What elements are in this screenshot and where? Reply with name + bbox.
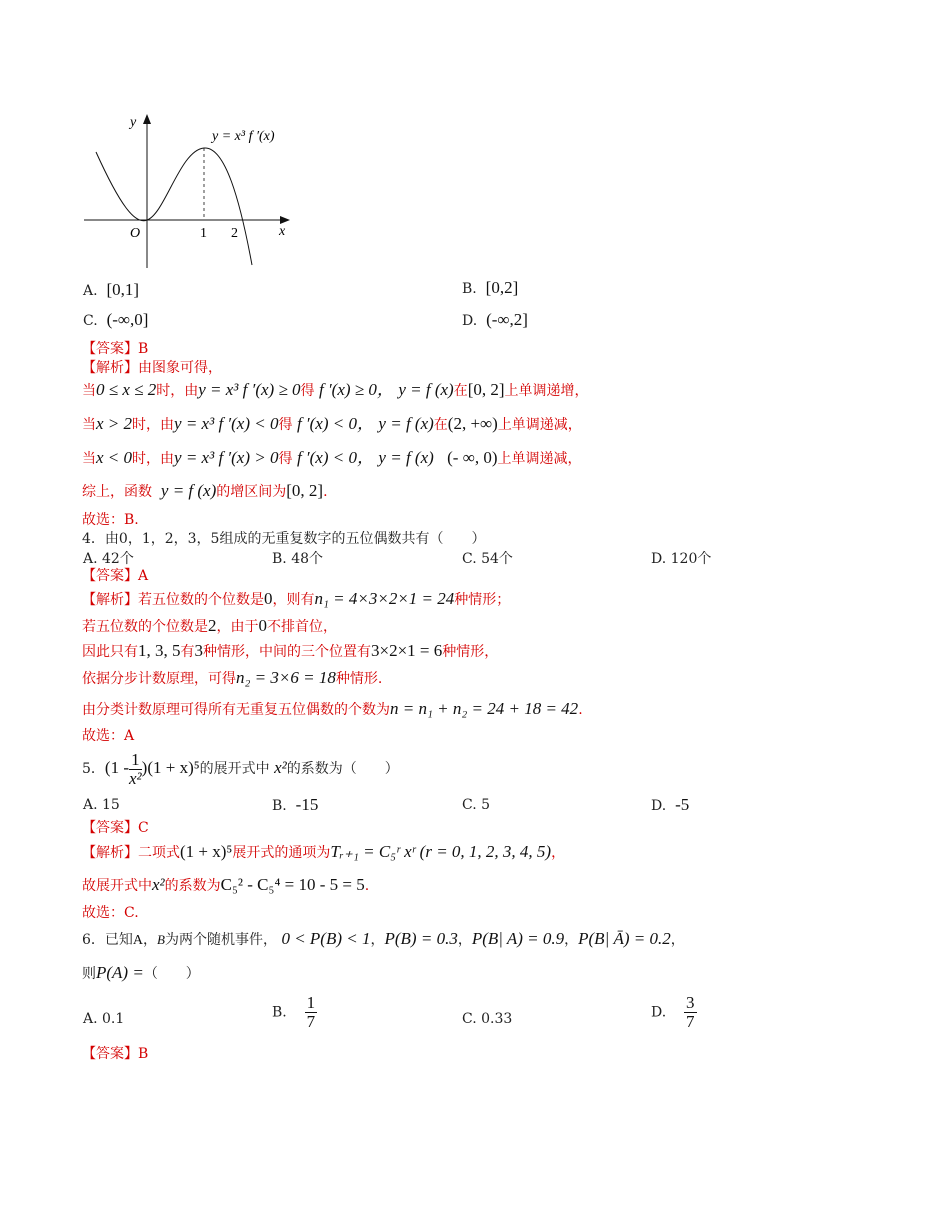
- denominator: x²: [129, 768, 142, 788]
- text: .: [364, 878, 370, 894]
- math: n₁ = 4×3×2×1 = 24: [314, 589, 455, 608]
- math: [0, 2]: [467, 380, 505, 399]
- text: 得: [278, 417, 293, 433]
- option-value: -5: [675, 795, 690, 814]
- q5-stem: [82, 748, 399, 788]
- option-value: (-∞,2]: [486, 310, 528, 329]
- math: f ′(x) < 0，: [296, 414, 374, 433]
- option-label: B.: [272, 798, 287, 814]
- curve-label: y = x³ f ′(x): [212, 129, 275, 144]
- text: 有: [180, 644, 195, 660]
- text: 上单调递增，: [504, 383, 589, 399]
- q6-stem-line-2: [82, 964, 200, 983]
- text: 若五位数的个位数是: [82, 619, 208, 635]
- q4-solution-line-1: [82, 590, 510, 609]
- q4-solution-line-5: [82, 700, 583, 719]
- q6-option-d: [651, 994, 697, 1031]
- text: 时，由: [132, 451, 175, 467]
- q3-solution-start: [82, 359, 222, 377]
- solution-text: 由图象可得，: [138, 360, 222, 376]
- q3-solution-line-2: [82, 415, 582, 434]
- origin-label: O: [130, 226, 141, 241]
- function-graph: [80, 110, 310, 275]
- option-label: D.: [462, 313, 478, 329]
- solution-tag: 【解析】: [82, 845, 138, 861]
- text: 6．已知: [82, 932, 133, 948]
- option-label: B.: [272, 1004, 287, 1021]
- q5-option-d: [651, 795, 689, 815]
- text: ，: [670, 932, 685, 948]
- option-value: [0,2]: [485, 278, 519, 297]
- q6-stem-line-1: [82, 930, 685, 950]
- text: .: [578, 702, 583, 718]
- text: 的系数为（ ）: [286, 761, 399, 777]
- math: x < 0: [96, 448, 133, 467]
- option-label: C.: [83, 313, 98, 329]
- q3-option-a: [83, 280, 139, 300]
- math: (1 + x)⁵: [180, 842, 233, 861]
- math: (1 -: [104, 758, 129, 777]
- math: P(A) =: [96, 963, 144, 982]
- text: 种情形；: [454, 592, 511, 608]
- text: 种情形，中间的三个位置有: [203, 644, 371, 660]
- math: n = n₁ + n₂ = 24 + 18 = 42: [390, 699, 579, 718]
- text: ，则有: [272, 592, 315, 608]
- q4-option-c: C. 54个: [462, 551, 513, 567]
- text: ，: [370, 932, 385, 948]
- q6-option-b: [272, 994, 317, 1031]
- math: y = x³ f ′(x) > 0: [174, 448, 279, 467]
- q5-solution-line-2: [82, 876, 369, 895]
- fraction: [305, 994, 318, 1031]
- q4-solution-line-3: [82, 642, 498, 661]
- q4-solution-line-2: [82, 617, 337, 636]
- denominator: 7: [306, 1012, 316, 1031]
- y-axis-arrow: [143, 114, 151, 124]
- math: P(B| A) = 0.9: [471, 929, 565, 948]
- math: y = f (x): [398, 380, 454, 399]
- math: (2, +∞): [447, 414, 498, 433]
- q5-option-b: [272, 795, 318, 815]
- math: y = x³ f ′(x) < 0: [174, 414, 279, 433]
- text: 在: [453, 383, 468, 399]
- math: 0 < P(B) < 1: [281, 929, 371, 948]
- solution-tag: 【解析】: [82, 360, 138, 376]
- text: 当: [82, 383, 96, 399]
- q5-choose: 故选：C.: [82, 905, 139, 921]
- math: y = f (x): [378, 448, 434, 467]
- q3-solution-line-1: [82, 381, 589, 400]
- text: 得: [278, 451, 293, 467]
- q5-solution-line-1: [82, 843, 565, 862]
- fraction: [684, 994, 697, 1031]
- math: (- ∞, 0): [447, 448, 498, 467]
- option-label: A.: [83, 283, 98, 299]
- text: ，: [551, 845, 566, 861]
- q4-option-a: A. 42个: [83, 551, 134, 567]
- math: 0: [264, 589, 273, 608]
- text: 的增区间为: [216, 484, 287, 500]
- math: x²: [274, 758, 287, 777]
- math: P(B) = 0.3: [384, 929, 458, 948]
- text: 依据分步计数原理，可得: [82, 671, 236, 687]
- tick-2-label: 2: [231, 226, 238, 241]
- curve: [96, 148, 252, 265]
- text: 为两个随机事件，: [165, 932, 277, 948]
- text: 上单调递减，: [497, 451, 582, 467]
- fraction: [129, 751, 142, 788]
- q3-option-d: [462, 310, 528, 330]
- q3-option-c: [83, 310, 148, 330]
- math: y = x³ f ′(x) ≥ 0: [198, 380, 301, 399]
- q4-solution-line-4: [82, 669, 382, 688]
- q4-option-b: B. 48个: [272, 551, 324, 567]
- text: 上单调递减，: [497, 417, 582, 433]
- q4-option-d: D. 120个: [651, 551, 712, 567]
- text: ，: [143, 932, 158, 948]
- math: 0 ≤ x ≤ 2: [96, 380, 157, 399]
- math: 3×2×1 = 6: [371, 641, 443, 660]
- numerator: 1: [306, 993, 316, 1012]
- math: y = f (x): [160, 481, 217, 500]
- math: n₂ = 3×6 = 18: [236, 668, 336, 687]
- text: 的展开式中: [199, 761, 270, 777]
- math: 2: [208, 616, 217, 635]
- text: 得: [300, 383, 315, 399]
- q3-answer: 【答案】B: [82, 341, 149, 357]
- q6-option-c: C. 0.33: [462, 1011, 513, 1027]
- q6-answer: 【答案】B: [82, 1046, 149, 1062]
- math: [0, 2]: [286, 481, 324, 500]
- text: 种情形.: [335, 671, 383, 687]
- q3-solution-line-3: [82, 449, 582, 468]
- text: ，由于: [216, 619, 259, 635]
- q3-solution-line-4: [82, 482, 328, 501]
- option-label: B.: [462, 281, 477, 297]
- option-label: D.: [651, 798, 667, 814]
- text: 时，由: [132, 417, 175, 433]
- math: C₅² - C₅⁴ = 10 - 5 = 5: [220, 875, 365, 894]
- text: 因此只有: [82, 644, 138, 660]
- x-axis-label: x: [279, 224, 286, 239]
- numerator: 1: [129, 751, 142, 770]
- text: 当: [82, 451, 96, 467]
- text: 由分类计数原理可得所有无重复五位偶数的个数为: [82, 702, 390, 718]
- math: )(1 + x)⁵: [141, 758, 200, 777]
- text: 综上，函数: [82, 484, 152, 500]
- math: f ′(x) < 0，: [296, 448, 374, 467]
- math: 3: [194, 641, 203, 660]
- text: 展开式的通项为: [232, 845, 331, 861]
- math: x > 2: [96, 414, 133, 433]
- text: 的系数为: [164, 878, 221, 894]
- q4-choose: 故选：A: [82, 728, 135, 744]
- y-axis-label: y: [130, 115, 137, 130]
- text: 则: [82, 966, 96, 982]
- q3-choose: 故选：B.: [82, 512, 139, 528]
- math: f ′(x) ≥ 0，: [318, 380, 394, 399]
- text: 故展开式中: [82, 878, 152, 894]
- text: ，: [564, 932, 579, 948]
- text: 不排首位，: [267, 619, 337, 635]
- text: .: [323, 484, 328, 500]
- tick-1-label: 1: [200, 226, 207, 241]
- option-value: (-∞,0]: [106, 310, 149, 329]
- denominator: 7: [686, 1012, 695, 1031]
- q4-stem: 4．由0，1，2，3，5组成的无重复数字的五位偶数共有（ ）: [82, 531, 486, 547]
- solution-tag: 【解析】: [82, 592, 138, 608]
- math: B: [157, 932, 165, 947]
- q6-option-a: A. 0.1: [83, 1011, 125, 1027]
- question-number: 5．: [82, 761, 105, 777]
- math: 1, 3, 5: [138, 641, 181, 660]
- q5-option-a: A. 15: [83, 797, 120, 813]
- text: 种情形，: [442, 644, 499, 660]
- numerator: 3: [686, 993, 695, 1012]
- math: A: [132, 933, 144, 948]
- text: ，: [457, 932, 472, 948]
- q3-option-b: [462, 278, 518, 298]
- q5-option-c: C. 5: [462, 797, 491, 813]
- math: x²: [152, 875, 165, 894]
- text: 时，由: [156, 383, 199, 399]
- math: 0: [258, 616, 267, 635]
- q5-answer: 【答案】C: [82, 820, 149, 836]
- text: 当: [82, 417, 96, 433]
- text: （ ）: [143, 966, 200, 982]
- x-axis-arrow: [280, 216, 290, 224]
- math: P(B| Ā) = 0.2: [578, 929, 671, 948]
- option-value: [0,1]: [106, 280, 140, 299]
- text: 在: [433, 417, 448, 433]
- text: 若五位数的个位数是: [138, 592, 264, 608]
- math: y = f (x): [378, 414, 434, 433]
- option-value: -15: [295, 795, 319, 814]
- text: 二项式: [138, 845, 180, 861]
- q4-answer: 【答案】A: [82, 568, 149, 584]
- option-label: D.: [651, 1004, 667, 1021]
- math: Tᵣ₊₁ = C₅ʳ xʳ (r = 0, 1, 2, 3, 4, 5): [330, 842, 552, 861]
